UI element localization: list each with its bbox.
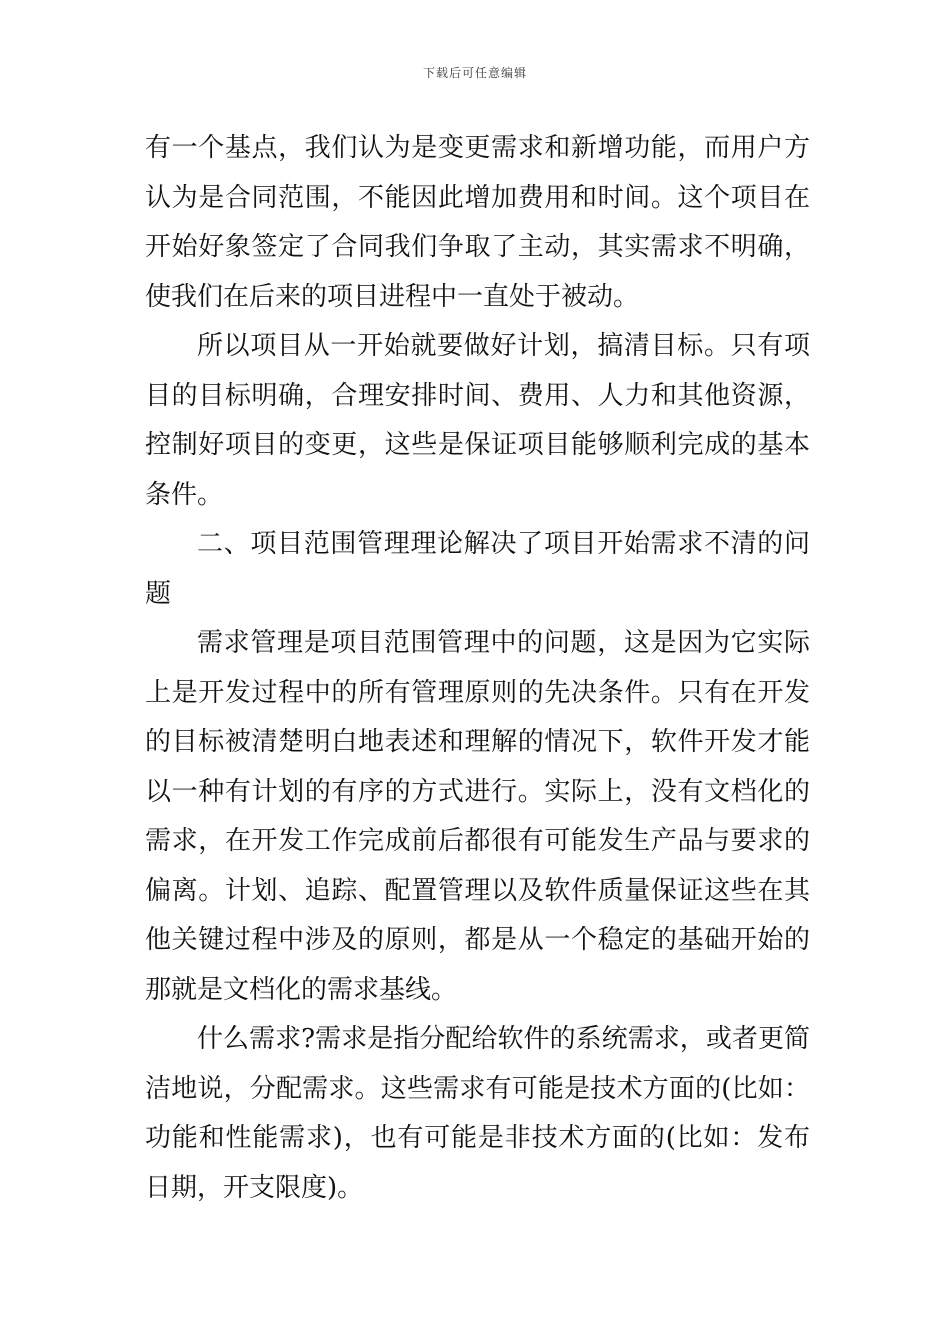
paragraph-planning: 所以项目从一开始就要做好计划，搞清目标。只有项目的目标明确，合理安排时间、费用、人力和其他资源，控制好项目的变更，这些是保证项目能够顺利完成的基本条件。: [145, 331, 810, 510]
section-heading-scope-management: 二、项目范围管理理论解决了项目开始需求不清的问题: [145, 529, 810, 609]
paragraph-requirements-management: 需求管理是项目范围管理中的问题，这是因为它实际上是开发过程中的所有管理原则的先决条件。只有在开发的目标被清楚明白地表述和理解的情况下，软件开发才能以一种有计划的有序的方式进行。实际上，没有文档化的需求，在开发工作完成前后都很有可能发生产品与要求的偏离。计划、追踪、配置管理以及软件质量保证这些在其他关键过程中涉及的原则，都是从一个稳定的基础开始的那就是文档化的需求基线。: [145, 628, 810, 1005]
document-body: [145, 124, 810, 1213]
paragraph-what-is-requirement: 什么需求?需求是指分配给软件的系统需求，或者更简洁地说，分配需求。这些需求有可能是技术方面的(比如：功能和性能需求)，也有可能是非技术方面的(比如：发布日期，开支限度)。: [145, 1024, 810, 1203]
paragraph-continuation: 有一个基点，我们认为是变更需求和新增功能，而用户方认为是合同范围，不能因此增加费用和时间。这个项目在开始好象签定了合同我们争取了主动，其实需求不明确，使我们在后来的项目进程中一直处于被动。: [145, 133, 810, 312]
header-note: 下载后可任意编辑: [422, 66, 527, 80]
